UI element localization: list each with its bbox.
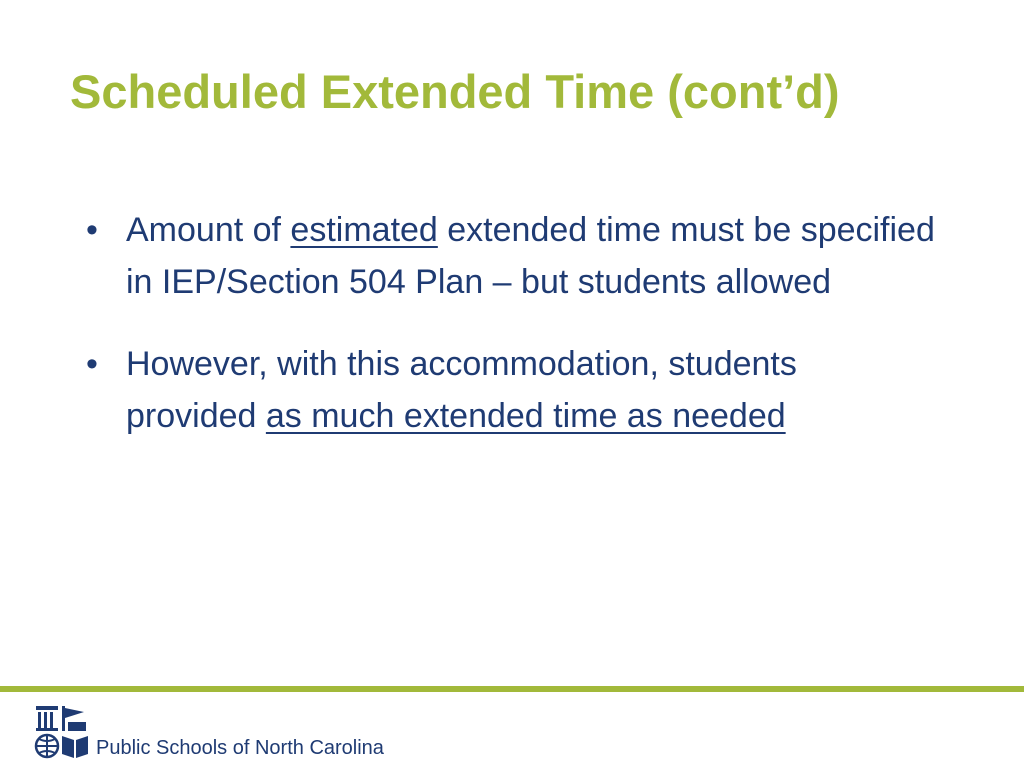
footer-org-name: Public Schools of North Carolina <box>96 737 384 759</box>
bullet-item <box>86 338 936 442</box>
nc-schools-logo-graphic <box>34 704 90 760</box>
bullet-marker: • <box>86 211 98 249</box>
bullet-text: extended time must be specified in IEP/Section 504 Plan – but students allowed <box>126 211 935 301</box>
footer-divider <box>0 686 1024 692</box>
nc-schools-logo-icon <box>34 704 90 760</box>
bullet-marker: • <box>86 345 98 383</box>
bullet-list <box>86 204 936 442</box>
underlined-emphasis: as much extended time as needed <box>265 397 786 435</box>
slide-title: Scheduled Extended Time (cont’d) <box>70 65 840 118</box>
bullet-text: Amount of <box>126 211 291 249</box>
bullet-text: However, with this accommodation, students provided <box>126 345 797 435</box>
underlined-emphasis: estimated <box>290 211 438 249</box>
bullet-item <box>86 204 936 308</box>
